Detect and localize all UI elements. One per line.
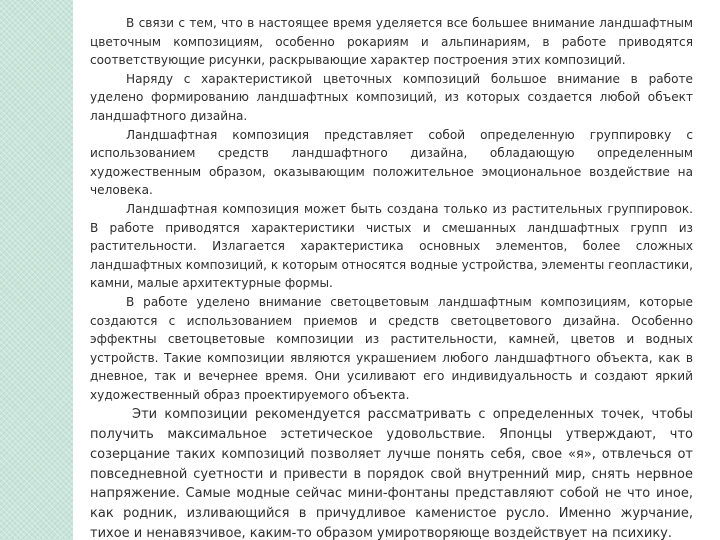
text-body (90, 14, 693, 540)
paragraph-3: Ландшафтная композиция представляет собой определенную группировку с использованием средств ландшафтного дизайна, обладающую определенным художественным образом, оказывающим положительное эмоциональное воздействие на человека. (90, 127, 693, 198)
paragraph-1: В связи с тем, что в настоящее время уделяется все большее внимание ландшафтным цветочным композициям, особенно рокариям и альпинариям, в работе приводятся соответствующие рисунки, раскрывающие характер построения этих композиций. (90, 16, 693, 68)
paragraph-2: Наряду с характеристикой цветочных композиций большое внимание в работе уделено формированию ландшафтных композиций, из которых создается любой объект ландшафтного дизайна. (90, 71, 693, 123)
decorative-side-stripe (0, 0, 73, 540)
paragraph-4: Ландшафтная композиция может быть создана только из растительных группировок. В работе приводятся характеристики чистых и смешанных ландшафтных групп из растительности. Излагается характеристика основных элементов, более сложных ландшафтных композиций, к которым относятся водные устройства, элементы геопластики, камни, малые архитектурные формы. (90, 201, 693, 291)
paragraph-5: В работе уделено внимание светоцветовым ландшафтным композициям, которые создаются с использованием приемов и средств светоцветового дизайна. Особенно эффектны светоцветовые композиции из растительности, камней, цветов и водных устройств. Такие композиции являются украшением любого ландшафтного объекта, как в дневное, так и вечернее время. Они усиливают его индивидуальность и создают яркий художественный образ проектируемого объекта. (90, 294, 693, 402)
paragraph-6: Эти композиции рекомендуется рассматривать с определенных точек, чтобы получить максимальное эстетическое удовольствие. Японцы утверждают, что созерцание таких композиций позволяет лучше понять себя, свое «я», отвлечься от повседневной суетности и привести в порядок свой внутренний мир, снять нервное напряжение. Самые модные сейчас мини-фонтаны представляют собой не что иное, как родник, изливающийся в причудливое каменистое русло. Именно журчание, тихое и ненавязчивое, каким-то образом умиротворяюще воздействует на психику. (90, 407, 693, 540)
